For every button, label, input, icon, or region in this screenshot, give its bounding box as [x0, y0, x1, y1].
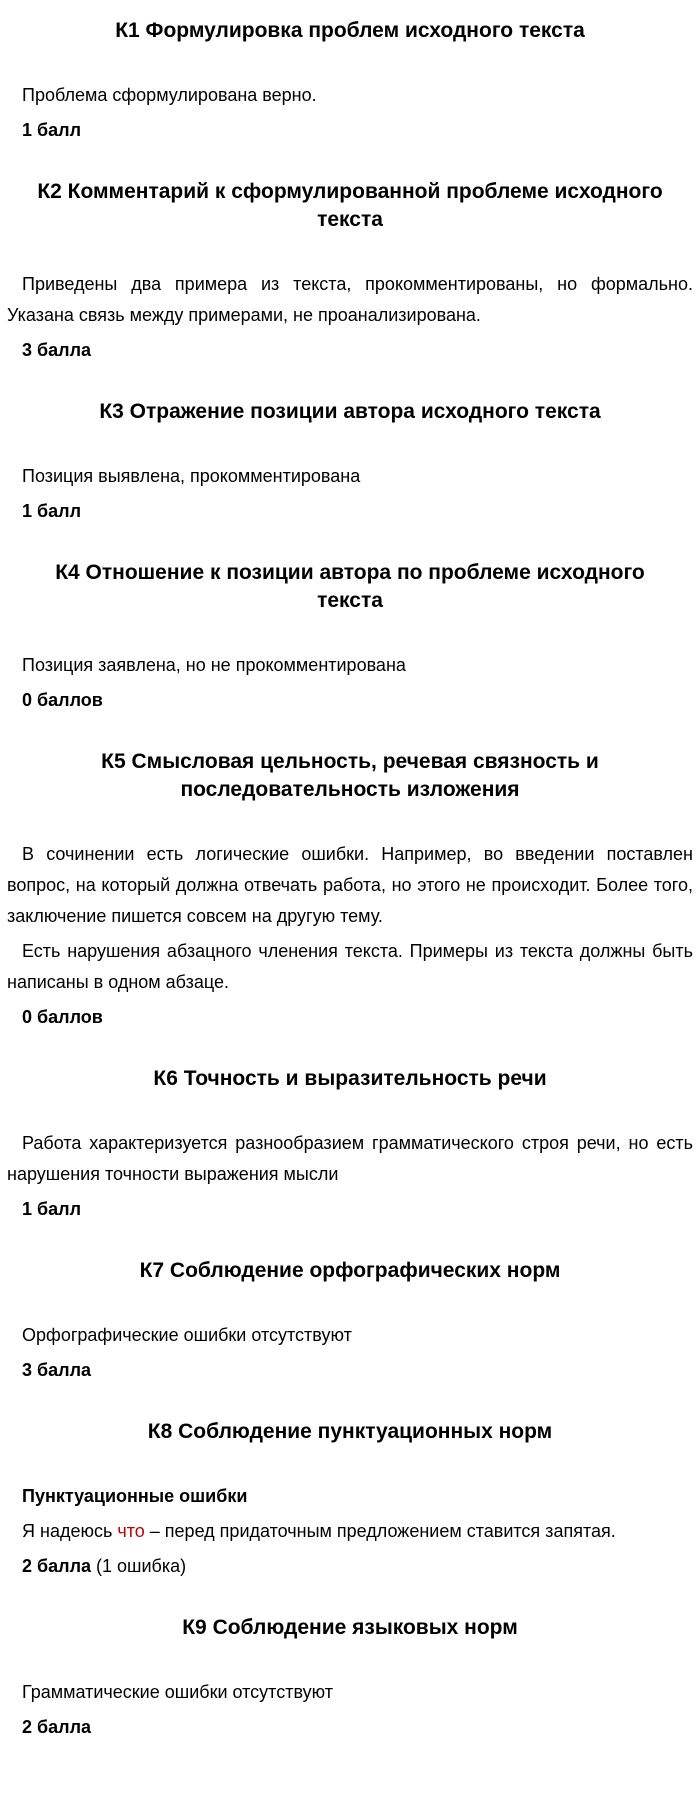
criterion-title: К2 Комментарий к сформулированной проблеме исходного текста	[37, 180, 663, 231]
criterion-score-note: (1 ошибка)	[91, 1556, 187, 1576]
criterion-score: 3 балла	[22, 340, 92, 360]
criterion-comment: Позиция выявлена, прокомментирована	[22, 466, 361, 486]
criterion-comment: В сочинении есть логические ошибки. Например, во введении поставлен вопрос, на который должна отвечать работа, но этого не происходит. Более того, заключение пишется совсем на другую тему.	[7, 844, 693, 926]
error-highlight: что	[117, 1521, 145, 1541]
criterion-score: 2 балла	[22, 1717, 92, 1737]
criterion-score-line	[7, 1551, 693, 1582]
criterion-score: 1 балл	[22, 1199, 82, 1219]
criterion-k1	[7, 0, 693, 146]
criterion-k5	[7, 720, 693, 1033]
criterion-title: К8 Соблюдение пунктуационных норм	[147, 1420, 553, 1443]
criterion-title: К4 Отношение к позиции автора по проблеме исходного текста	[55, 561, 645, 612]
criterion-score: 1 балл	[22, 120, 82, 140]
criterion-k6	[7, 1037, 693, 1225]
criterion-score: 2 балла	[22, 1556, 92, 1576]
criterion-comment: Приведены два примера из текста, прокомментированы, но формально. Указана связь между примерами, не проанализирована.	[7, 274, 693, 325]
criterion-comment: Работа характеризуется разнообразием грамматического строя речи, но есть нарушения точности выражения мысли	[7, 1133, 693, 1184]
criterion-k8	[7, 1390, 693, 1582]
criterion-title: К7 Соблюдение орфографических норм	[139, 1259, 561, 1282]
criterion-k7	[7, 1229, 693, 1386]
criterion-k9	[7, 1586, 693, 1743]
criterion-title: К3 Отражение позиции автора исходного текста	[99, 400, 601, 423]
error-text-after: – перед придаточным предложением ставится запятая.	[144, 1521, 616, 1541]
criterion-title: К6 Точность и выразительность речи	[153, 1067, 547, 1090]
punctuation-error-example	[7, 1516, 693, 1547]
criterion-title: К5 Смысловая цельность, речевая связность и последовательность изложения	[101, 750, 599, 801]
criterion-title: К1 Формулировка проблем исходного текста	[115, 19, 585, 42]
criterion-comment: Орфографические ошибки отсутствуют	[22, 1325, 352, 1345]
criterion-k2	[7, 150, 693, 366]
error-text-before: Я надеюсь	[22, 1521, 118, 1541]
criterion-comment: Проблема сформулирована верно.	[22, 85, 317, 105]
criterion-title: К9 Соблюдение языковых норм	[182, 1616, 518, 1639]
criterion-score: 3 балла	[22, 1360, 92, 1380]
criterion-comment: Грамматические ошибки отсутствуют	[22, 1682, 333, 1702]
criterion-k3	[7, 370, 693, 527]
criterion-subheading: Пунктуационные ошибки	[22, 1486, 248, 1506]
criterion-k4	[7, 531, 693, 716]
criterion-comment: Позиция заявлена, но не прокомментирована	[22, 655, 406, 675]
criterion-comment: Есть нарушения абзацного членения текста. Примеры из текста должны быть написаны в одном абзаце.	[7, 941, 693, 992]
criterion-score: 1 балл	[22, 501, 82, 521]
criterion-score: 0 баллов	[22, 690, 103, 710]
criterion-score: 0 баллов	[22, 1007, 103, 1027]
